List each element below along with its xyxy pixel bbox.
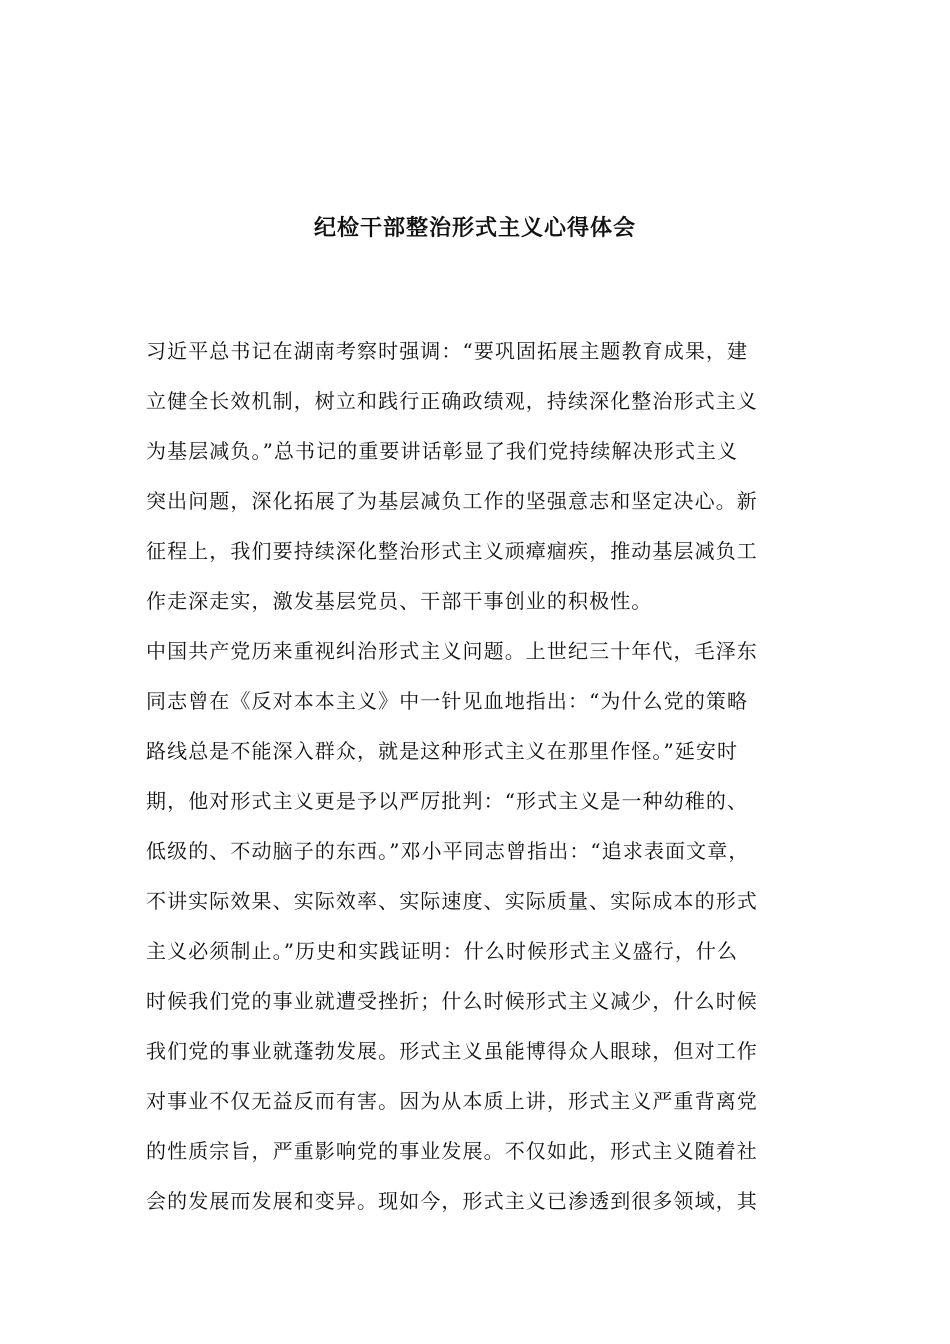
body-line: 同志曾在《反对本本主义》中一针见血地指出：“为什么党的策略 [146, 689, 749, 713]
body-line: 路线总是不能深入群众，就是这种形式主义在那里作怪。”延安时 [146, 739, 739, 763]
body-line: 作走深走实，激发基层党员、干部干事创业的积极性。 [146, 589, 653, 613]
document-body [146, 326, 826, 1226]
body-line: 期，他对形式主义更是予以严厉批判：“形式主义是一种幼稚的、 [146, 789, 749, 813]
body-line: 主义必须制止。”历史和实践证明：什么时候形式主义盛行，什么 [146, 939, 739, 963]
body-line: 低级的、不动脑子的东西。”邓小平同志曾指出：“追求表面文章， [146, 839, 750, 863]
body-line: 突出问题，深化拓展了为基层减负工作的坚强意志和坚定决心。新 [146, 489, 758, 513]
body-line: 中国共产党历来重视纠治形式主义问题。上世纪三十年代，毛泽东 [146, 639, 758, 663]
body-line: 立健全长效机制，树立和践行正确政绩观，持续深化整治形式主义 [146, 389, 758, 413]
body-line: 习近平总书记在湖南考察时强调：“要巩固拓展主题教育成果，建 [146, 339, 749, 363]
body-line: 的性质宗旨，严重影响党的事业发展。不仅如此，形式主义随着社 [146, 1139, 758, 1163]
body-line: 为基层减负。”总书记的重要讲话彰显了我们党持续解决形式主义 [146, 439, 739, 463]
body-line: 征程上，我们要持续深化整治形式主义顽瘴痼疾，推动基层减负工 [146, 539, 758, 563]
body-line: 时候我们党的事业就遭受挫折；什么时候形式主义减少，什么时候 [146, 989, 758, 1013]
body-line: 对事业不仅无益反而有害。因为从本质上讲，形式主义严重背离党 [146, 1089, 758, 1113]
body-line: 不讲实际效果、实际效率、实际速度、实际质量、实际成本的形式 [146, 889, 758, 913]
body-line: 会的发展而发展和变异。现如今，形式主义已渗透到很多领域，其 [146, 1189, 758, 1213]
body-line: 我们党的事业就蓬勃发展。形式主义虽能博得众人眼球，但对工作 [146, 1039, 758, 1063]
document-title: 纪检干部整治形式主义心得体会 [313, 215, 636, 241]
